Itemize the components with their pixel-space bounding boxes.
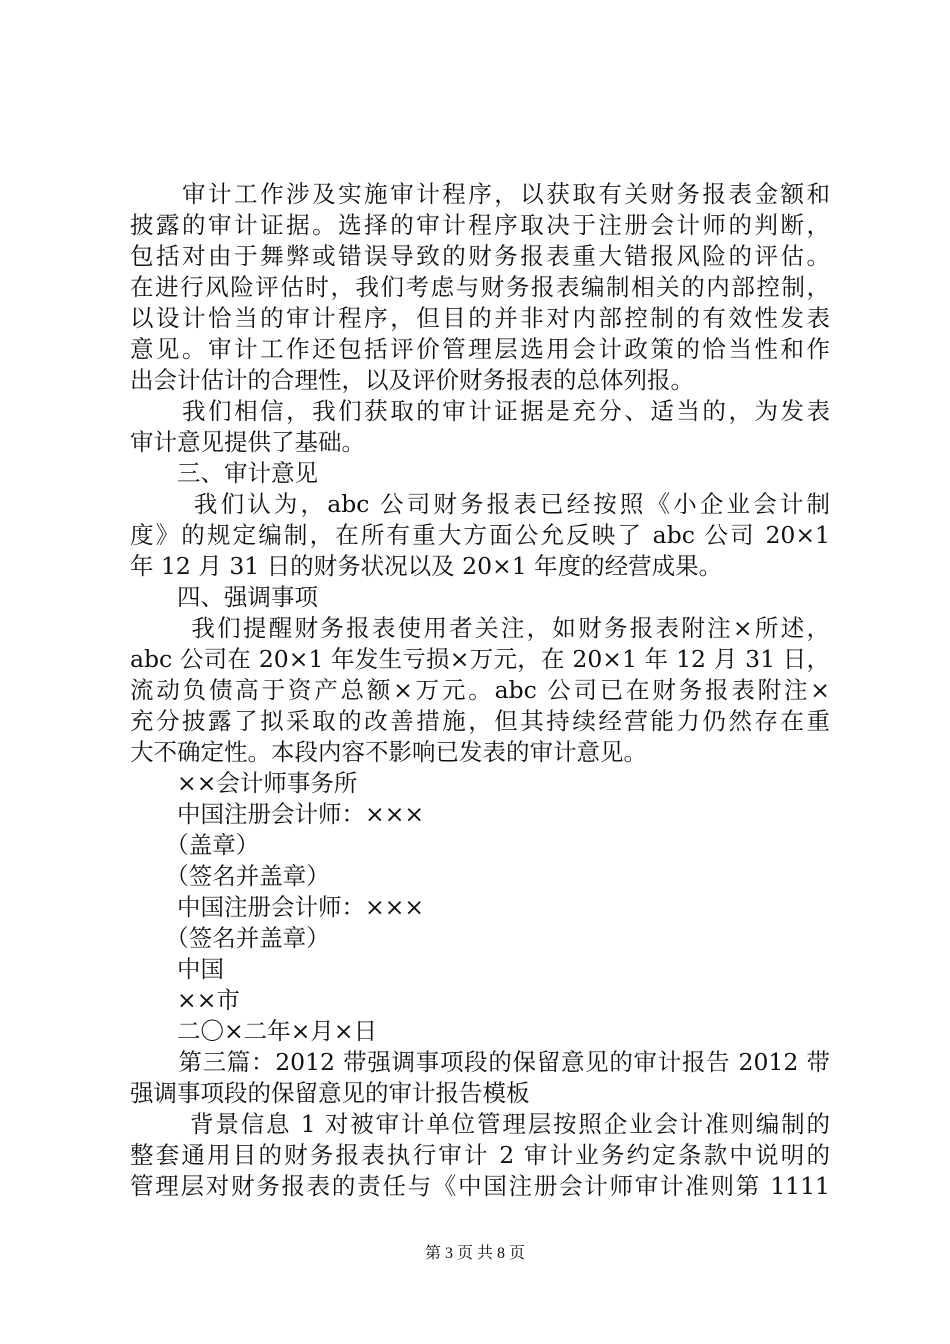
signature-line: （盖章） [130,831,260,859]
signature-line: 中国注册会计师：××× [130,893,425,921]
signature-line: （签名并盖章） [130,924,330,952]
section-heading: 四、强调事项 [130,583,318,611]
text-line: 强调事项段的保留意见的审计报告模板 [130,1079,530,1107]
text-line: 我们相信，我们获取的审计证据是充分、适当的，为发表 [130,397,830,425]
signature-line: （签名并盖章） [130,862,330,890]
text-line: 我们认为，abc 公司财务报表已经按照《小企业会计制 [130,490,830,518]
text-line: 管理层对财务报表的责任与《中国注册会计师审计准则第 1111 [130,1172,830,1200]
text-line: 年 12 月 31 日的财务状况以及 20×1 年度的经营成果。 [130,552,723,580]
page-number-footer: 第 3 页 共 8 页 [424,1245,525,1262]
text-line: 背景信息 1 对被审计单位管理层按照企业会计准则编制的 [130,1110,830,1138]
text-line: 我们提醒财务报表使用者关注，如财务报表附注×所述， [130,614,830,642]
text-line: 出会计估计的合理性，以及评价财务报表的总体列报。 [130,366,694,394]
date-line: 二〇×二年×月×日 [130,1017,378,1045]
text-line: abc 公司在 20×1 年发生亏损×万元，在 20×1 年 12 月 31 日， [130,645,830,673]
signature-line: ××市 [130,986,240,1014]
text-line: 流动负债高于资产总额×万元。abc 公司已在财务报表附注× [130,676,830,704]
text-line: 在进行风险评估时，我们考虑与财务报表编制相关的内部控制， [130,273,830,301]
text-line: 审计工作涉及实施审计程序，以获取有关财务报表金额和 [130,180,830,208]
text-line: 第三篇：2012 带强调事项段的保留意见的审计报告 2012 带 [130,1048,830,1076]
text-line: 整套通用目的财务报表执行审计 2 审计业务约定条款中说明的 [130,1141,830,1169]
text-line: 充分披露了拟采取的改善措施，但其持续经营能力仍然存在重 [130,707,830,735]
signature-line: ××会计师事务所 [130,769,358,797]
text-line: 以设计恰当的审计程序，但目的并非对内部控制的有效性发表 [130,304,830,332]
text-line: 包括对由于舞弊或错误导致的财务报表重大错报风险的评估。 [130,242,830,270]
section-heading: 三、审计意见 [130,459,318,487]
signature-line: 中国 [130,955,224,983]
text-line: 意见。审计工作还包括评价管理层选用会计政策的恰当性和作 [130,335,830,363]
text-line: 度》的规定编制，在所有重大方面公允反映了 abc 公司 20×1 [130,521,830,549]
text-line: 大不确定性。本段内容不影响已发表的审计意见。 [130,738,647,766]
signature-line: 中国注册会计师：××× [130,800,425,828]
text-line: 审计意见提供了基础。 [130,428,365,456]
text-line: 披露的审计证据。选择的审计程序取决于注册会计师的判断， [130,211,830,239]
